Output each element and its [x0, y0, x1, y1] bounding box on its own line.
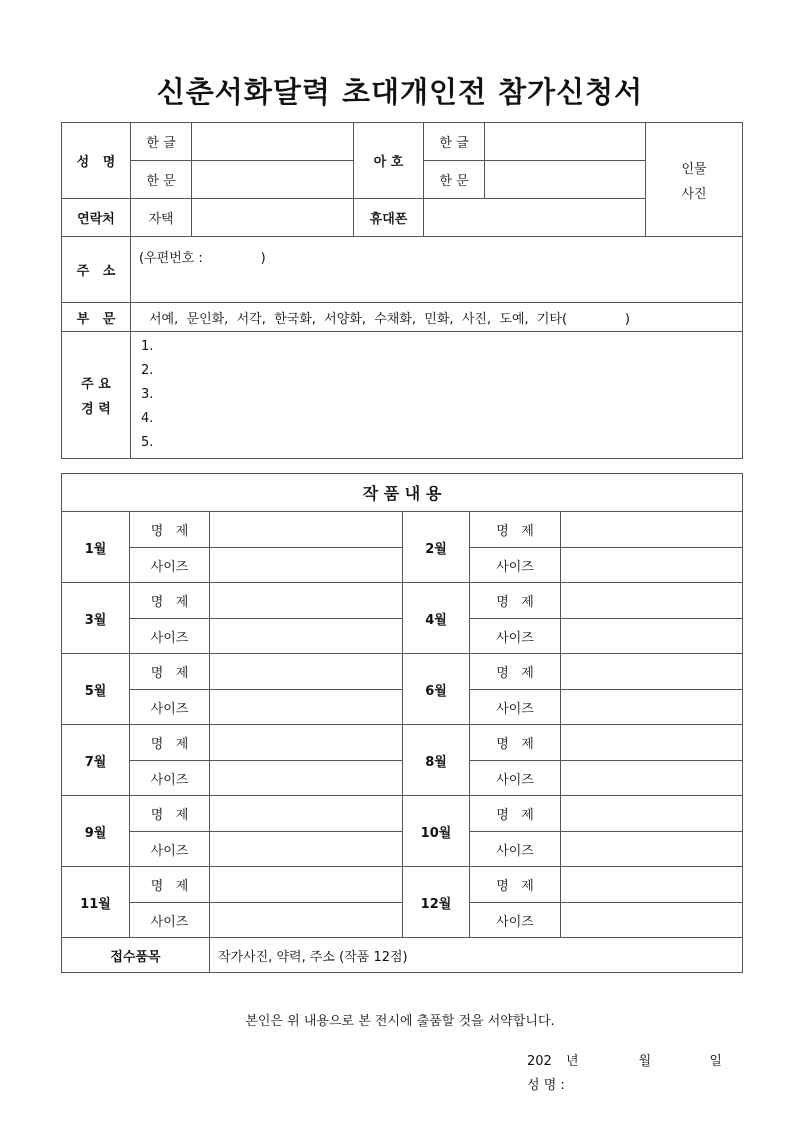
- work-size-input[interactable]: [561, 903, 743, 938]
- work-size-input[interactable]: [561, 548, 743, 583]
- name-hangul-label: 한 글: [131, 123, 192, 161]
- work-title-label: 명 제: [470, 796, 561, 832]
- address-label: 주 소: [62, 237, 131, 303]
- work-title-label: 명 제: [130, 725, 210, 761]
- work-title-input[interactable]: [210, 583, 403, 619]
- month-label: 10월: [403, 796, 470, 867]
- work-size-input[interactable]: [210, 619, 403, 654]
- works-table: [61, 473, 743, 973]
- work-size-label: 사이즈: [130, 619, 210, 654]
- pen-name-label: 아 호: [354, 123, 424, 199]
- receipt-value: 작가사진, 약력, 주소 (작품 12점): [210, 938, 743, 973]
- work-title-label: 명 제: [470, 867, 561, 903]
- career-label: [62, 332, 131, 459]
- name-hangul-input[interactable]: [192, 123, 354, 161]
- month-label: 7월: [62, 725, 130, 796]
- month-label: 4월: [403, 583, 470, 654]
- work-size-input[interactable]: [210, 690, 403, 725]
- work-title-input[interactable]: [561, 725, 743, 761]
- work-size-label: 사이즈: [130, 761, 210, 796]
- work-size-label: 사이즈: [470, 548, 561, 583]
- work-title-label: 명 제: [470, 725, 561, 761]
- photo-label-line1: 인물: [681, 161, 707, 177]
- work-title-input[interactable]: [210, 867, 403, 903]
- career-label-line2: 경 력: [81, 402, 111, 417]
- work-size-label: 사이즈: [470, 903, 561, 938]
- work-size-label: 사이즈: [470, 832, 561, 867]
- category-options[interactable]: 서예, 문인화, 서각, 한국화, 서양화, 수채화, 민화, 사진, 도예, 기타( ): [131, 303, 743, 332]
- year-value[interactable]: 202: [527, 1054, 552, 1069]
- month-label: 6월: [403, 654, 470, 725]
- applicant-table: [61, 122, 743, 459]
- name-hanja-label: 한 문: [131, 161, 192, 199]
- month-label: 1월: [62, 512, 130, 583]
- signature-line[interactable]: 성 명 :: [527, 1078, 565, 1093]
- work-size-label: 사이즈: [470, 619, 561, 654]
- month-label: 2월: [403, 512, 470, 583]
- work-title-input[interactable]: [561, 654, 743, 690]
- postal-code-text: (우편번호 : ): [139, 251, 266, 266]
- career-item[interactable]: 1.: [141, 339, 154, 354]
- pledge-text: 본인은 위 내용으로 본 전시에 출품할 것을 서약합니다.: [245, 1014, 555, 1029]
- work-size-input[interactable]: [561, 690, 743, 725]
- month-label: 9월: [62, 796, 130, 867]
- work-size-input[interactable]: [210, 761, 403, 796]
- home-phone-input[interactable]: [192, 199, 354, 237]
- work-size-label: 사이즈: [470, 690, 561, 725]
- work-title-input[interactable]: [561, 512, 743, 548]
- mobile-label: 휴대폰: [354, 199, 424, 237]
- career-label-line1: 주 요: [81, 377, 111, 392]
- work-title-label: 명 제: [470, 654, 561, 690]
- work-title-input[interactable]: [210, 725, 403, 761]
- work-size-input[interactable]: [561, 761, 743, 796]
- category-label: 부 문: [62, 303, 131, 332]
- work-title-input[interactable]: [210, 654, 403, 690]
- work-title-label: 명 제: [470, 512, 561, 548]
- pen-name-hangul-input[interactable]: [485, 123, 646, 161]
- photo-box[interactable]: [646, 123, 743, 237]
- address-input[interactable]: [131, 237, 743, 303]
- month-label: 8월: [403, 725, 470, 796]
- photo-label-line2: 사진: [681, 186, 707, 202]
- contact-label: 연락처: [62, 199, 131, 237]
- pen-name-hangul-label: 한 글: [424, 123, 485, 161]
- work-title-input[interactable]: [561, 867, 743, 903]
- month-label: 3월: [62, 583, 130, 654]
- work-size-input[interactable]: [210, 903, 403, 938]
- month-label: 5월: [62, 654, 130, 725]
- work-title-input[interactable]: [561, 583, 743, 619]
- work-size-label: 사이즈: [130, 903, 210, 938]
- work-size-label: 사이즈: [470, 761, 561, 796]
- work-title-input[interactable]: [561, 796, 743, 832]
- work-size-input[interactable]: [561, 832, 743, 867]
- pen-name-hanja-label: 한 문: [424, 161, 485, 199]
- work-size-input[interactable]: [210, 832, 403, 867]
- career-list[interactable]: [131, 332, 743, 459]
- pen-name-hanja-input[interactable]: [485, 161, 646, 199]
- month-label: 12월: [403, 867, 470, 938]
- month-label: 11월: [62, 867, 130, 938]
- work-title-label: 명 제: [130, 796, 210, 832]
- work-title-label: 명 제: [130, 583, 210, 619]
- name-label: 성 명: [62, 123, 131, 199]
- work-size-label: 사이즈: [130, 690, 210, 725]
- date-line: [527, 1050, 722, 1069]
- year-unit: 년: [565, 1054, 579, 1069]
- work-title-label: 명 제: [130, 512, 210, 548]
- career-item[interactable]: 5.: [141, 435, 154, 450]
- day-unit: 일: [709, 1054, 722, 1069]
- receipt-label: 접수품목: [62, 938, 210, 973]
- work-size-label: 사이즈: [130, 548, 210, 583]
- work-size-input[interactable]: [210, 548, 403, 583]
- work-title-label: 명 제: [130, 867, 210, 903]
- work-size-input[interactable]: [561, 619, 743, 654]
- career-item[interactable]: 3.: [141, 387, 154, 402]
- month-unit: 월: [638, 1054, 652, 1069]
- name-hanja-input[interactable]: [192, 161, 354, 199]
- work-size-label: 사이즈: [130, 832, 210, 867]
- form-title: 신춘서화달력 초대개인전 참가신청서: [156, 75, 644, 109]
- work-title-input[interactable]: [210, 796, 403, 832]
- works-header: 작 품 내 용: [62, 474, 743, 512]
- career-item[interactable]: 2.: [141, 363, 154, 378]
- home-phone-label: 자택: [131, 199, 192, 237]
- career-item[interactable]: 4.: [141, 411, 154, 426]
- mobile-input[interactable]: [424, 199, 646, 237]
- work-title-label: 명 제: [130, 654, 210, 690]
- work-title-label: 명 제: [470, 583, 561, 619]
- work-title-input[interactable]: [210, 512, 403, 548]
